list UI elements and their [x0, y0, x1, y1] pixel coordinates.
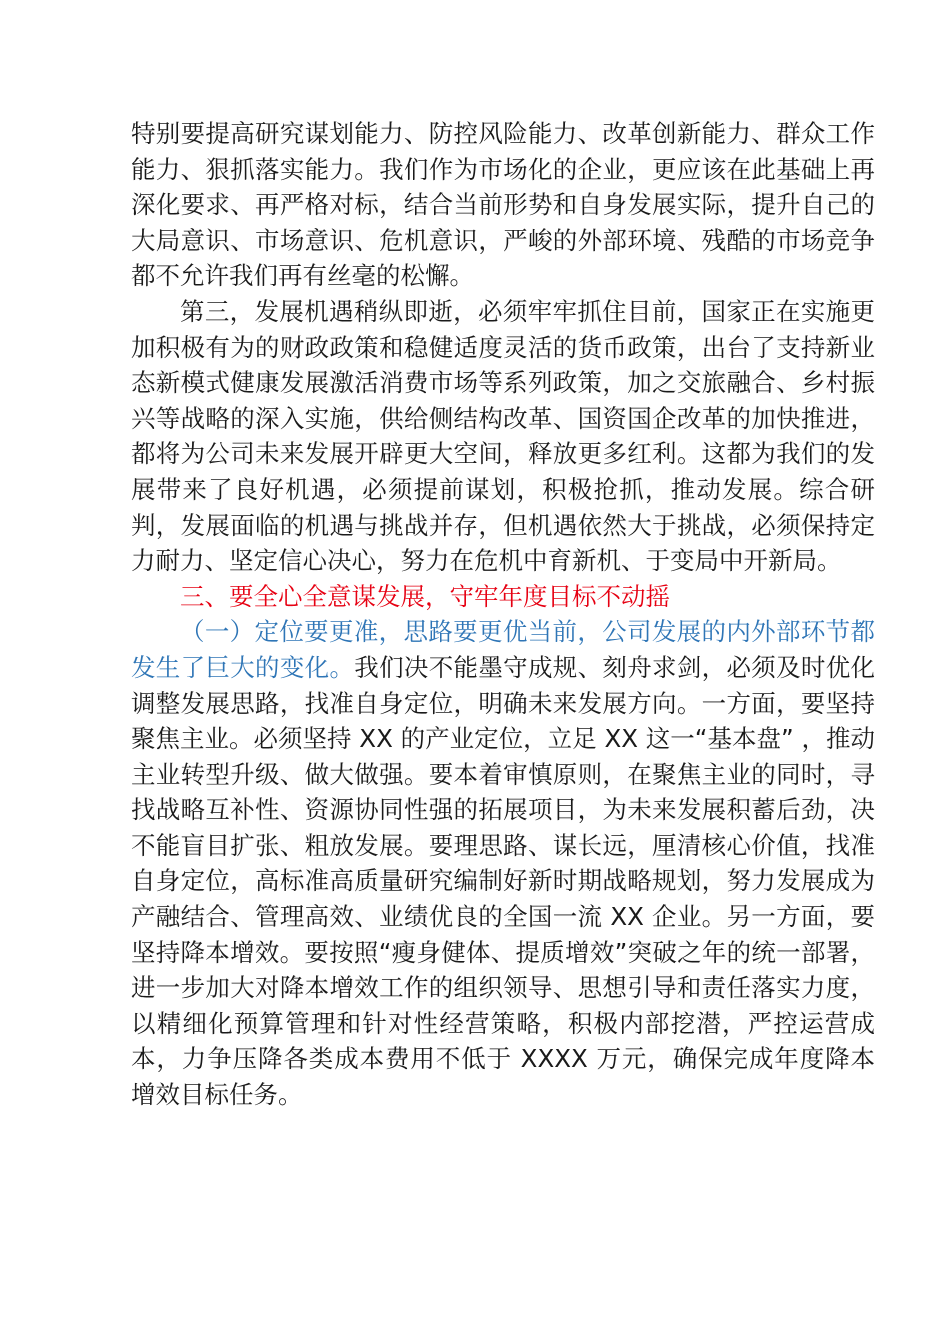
paragraph-positioning — [131, 614, 875, 1112]
document-body — [131, 116, 875, 1113]
section-heading-three: 三、要全心全意谋发展，守牢年度目标不动摇 — [180, 581, 670, 611]
paragraph-ability: 特别要提高研究谋划能力、防控风险能力、改革创新能力、群众工作能力、狠抓落实能力。我们作为市场化的企业，更应该在此基础上再深化要求、再严格对标，结合当前形势和自身发展实际，提升自己的大局意识、市场意识、危机意识，严峻的外部环境、残酷的市场竞争都不允许我们再有丝毫的松懈。 — [131, 119, 875, 291]
paragraph-third-opportunity: 第三，发展机遇稍纵即逝，必须牢牢抓住目前，国家正在实施更加积极有为的财政政策和稳健适度灵活的货币政策，出台了支持新业态新模式健康发展激活消费市场等系列政策，加之交旅融合、乡村振兴等战略的深入实施，供给侧结构改革、国资国企改革的加快推进，都将为公司未来发展开辟更大空间，释放更多红利。这都为我们的发展带来了良好机遇，必须提前谋划，积极抢抓，推动发展。综合研判，发展面临的机遇与挑战并存，但机遇依然大于挑战，必须保持定力耐力、坚定信心决心，努力在危机中育新机、于变局中开新局。 — [131, 296, 875, 576]
subheading-positioning: （一）定位要更准，思路要更优当前，公司发展的内外部环节都发生了巨大的变化。 — [131, 617, 875, 682]
paragraph-positioning-body: 我们决不能墨守成规、刻舟求剑，必须及时优化调整发展思路，找准自身定位，明确未来发展方向。一方面，要坚持聚焦主业。必须坚持 XX 的产业定位，立足 XX 这一“基本盘” ，推动主业转型升级、做大做强。要本着审慎原则，在聚焦主业的同时，寻找战略互补性、资源协同性强的拓展项目，为未来发展积蓄后劲，决不能盲目扩张、粗放发展。要理思路、谋长远，厘清核心价值，找准自身定位，高标准高质量研究编制好新时期战略规划，努力发展成为产融结合、管理高效、业绩优良的全国一流 XX 企业。另一方面，要坚持降本增效。要按照“瘦身健体、提质增效”突破之年的统一部署，进一步加大对降本增效工作的组织领导、思想引导和责任落实力度，以精细化预算管理和针对性经营策略，积极内部挖潜，严控运营成本，力争压降各类成本费用不低于 XXXX 万元，确保完成年度降本增效目标任务。 — [131, 652, 876, 1110]
